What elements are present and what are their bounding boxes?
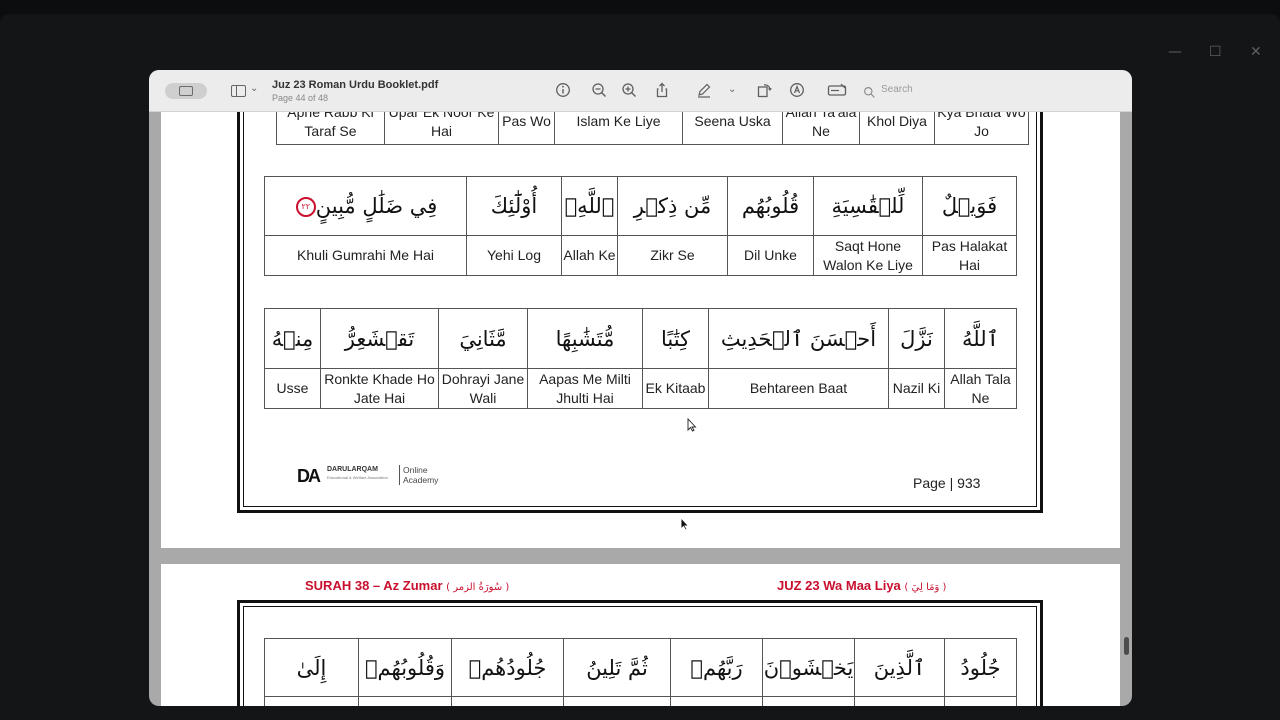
arabic-word-cell: جُلُودُ <box>945 639 1017 697</box>
translation-cell <box>452 697 564 707</box>
arabic-word-cell: لِّلۡقَٰسِيَةِ <box>814 177 923 236</box>
search-placeholder: Search <box>881 84 913 95</box>
sidebar-icon[interactable] <box>231 85 246 97</box>
arabic-word-cell: مِنۡهُ <box>265 309 321 369</box>
translation-cell: Khol Diya <box>860 99 935 145</box>
translation-cell: Hai <box>385 99 499 145</box>
translation-cell <box>763 697 855 707</box>
translation-cell: Pas Wo <box>499 99 555 145</box>
maximize-icon[interactable]: ☐ <box>1209 44 1222 60</box>
translation-cell: Ne <box>783 99 860 145</box>
highlight-icon[interactable] <box>696 82 712 98</box>
pdf-page-next <box>161 564 1120 706</box>
translation-cell: Seena Uska <box>683 99 783 145</box>
arabic-word-cell: يَخۡشَوۡنَ <box>763 639 855 697</box>
translation-cell: Aapas Me Milti Jhulti Hai <box>528 369 643 409</box>
search-field[interactable] <box>863 83 973 99</box>
zoom-out-icon[interactable] <box>591 82 607 98</box>
translation-cell <box>855 697 945 707</box>
translation-cell: Dohrayi Jane Wali <box>439 369 528 409</box>
arabic-word-cell: تَقۡشَعِرُّ <box>321 309 439 369</box>
info-icon[interactable] <box>555 82 571 98</box>
translation-cell <box>564 697 671 707</box>
translation-cell: Ronkte Khade Ho Jate Hai <box>321 369 439 409</box>
word-table-3 <box>264 308 1017 409</box>
arabic-word-cell: ٱلَّذِينَ <box>855 639 945 697</box>
arabic-word-cell: أَحۡسَنَ ٱلۡحَدِيثِ <box>709 309 889 369</box>
translation-cell: Taraf Se <box>277 99 385 145</box>
translation-cell: Jo <box>935 99 1029 145</box>
arabic-word-cell: مِّن ذِكۡرِ <box>618 177 728 236</box>
arabic-word-cell: ٱللَّهُ <box>945 309 1017 369</box>
arabic-word-cell: كِتَٰبًا <box>643 309 709 369</box>
ayah-number-icon: ٢٢ <box>296 197 316 217</box>
arabic-word-cell: قُلُوبُهُم <box>728 177 814 236</box>
arabic-word-cell: نَزَّلَ <box>889 309 945 369</box>
mouse-pointer-icon <box>680 517 690 531</box>
form-icon[interactable] <box>827 82 847 98</box>
translation-cell <box>265 697 359 707</box>
translation-cell <box>359 697 452 707</box>
translation-cell: Allah Tala Ne <box>945 369 1017 409</box>
juz-header: JUZ 23 Wa Maa Liya ( وَمَا لِيَ ) <box>777 578 947 593</box>
zoom-in-icon[interactable] <box>621 82 637 98</box>
darularqam-logo <box>297 464 437 488</box>
arabic-word-cell: مُّتَشَٰبِهًا <box>528 309 643 369</box>
translation-cell: Ek Kitaab <box>643 369 709 409</box>
arabic-word-cell: أُوْلَٰٓئِكَ <box>467 177 562 236</box>
markup-icon[interactable] <box>789 82 805 98</box>
arabic-word-cell: جُلُودُهُمۡ <box>452 639 564 697</box>
page-number: Page | 933 <box>913 475 981 491</box>
arabic-word-cell: مَّثَانِيَ <box>439 309 528 369</box>
arabic-word-cell: وَقُلُوبُهُمۡ <box>359 639 452 697</box>
minimize-icon[interactable]: — <box>1168 44 1182 60</box>
chevron-down-icon[interactable]: ⌄ <box>250 83 259 94</box>
pdf-viewer-window <box>149 70 1132 706</box>
arabic-word-cell: ثُمَّ تَلِينُ <box>564 639 671 697</box>
window-switch-button[interactable] <box>165 83 207 99</box>
translation-cell <box>671 697 763 707</box>
translation-cell: Yehi Log <box>467 236 562 276</box>
translation-cell: Khuli Gumrahi Me Hai <box>265 236 467 276</box>
translation-cell: Islam Ke Liye <box>555 99 683 145</box>
mouse-pointer-icon <box>687 418 697 432</box>
translation-cell: Pas Halakat Hai <box>923 236 1017 276</box>
window-icon <box>179 86 193 96</box>
word-table-4 <box>264 638 1017 706</box>
translation-cell: Zikr Se <box>618 236 728 276</box>
page-indicator: Page 44 of 48 <box>272 93 329 103</box>
arabic-word-cell: ٱللَّهِۚ <box>562 177 618 236</box>
logo-mark: DA <box>297 466 319 486</box>
share-icon[interactable] <box>654 82 670 98</box>
close-icon[interactable]: ✕ <box>1250 44 1262 60</box>
chevron-down-icon[interactable]: ⌄ <box>728 84 737 95</box>
logo-name: DARULARQAM <box>327 466 378 473</box>
translation-cell: Usse <box>265 369 321 409</box>
arabic-word-cell: رَبَّهُمۡ <box>671 639 763 697</box>
pdf-page-933 <box>161 112 1120 548</box>
translation-cell: Saqt Hone Walon Ke Liye <box>814 236 923 276</box>
logo-tagline: Educational & Welfare Association <box>327 475 388 480</box>
arabic-word-cell: فِي ضَلَٰلٍ مُّبِينٍ٢٢ <box>265 177 467 236</box>
arabic-word-cell: إِلَىٰ <box>265 639 359 697</box>
scrollbar-thumb[interactable] <box>1124 637 1129 655</box>
document-title: Juz 23 Roman Urdu Booklet.pdf <box>272 79 439 91</box>
translation-cell: Nazil Ki <box>889 369 945 409</box>
word-table-2 <box>264 176 1017 276</box>
translation-cell: Behtareen Baat <box>709 369 889 409</box>
translation-cell: Dil Unke <box>728 236 814 276</box>
translation-cell <box>945 697 1017 707</box>
toolbar <box>149 70 1132 112</box>
arabic-word-cell: فَوَيۡلٌ <box>923 177 1017 236</box>
translation-cell: Allah Ke <box>562 236 618 276</box>
search-icon <box>863 84 877 98</box>
logo-academy: Online Academy <box>403 465 439 485</box>
rotate-icon[interactable] <box>756 82 772 98</box>
surah-header: SURAH 38 – Az Zumar ( سُورَةُ الزمر ) <box>305 578 510 593</box>
